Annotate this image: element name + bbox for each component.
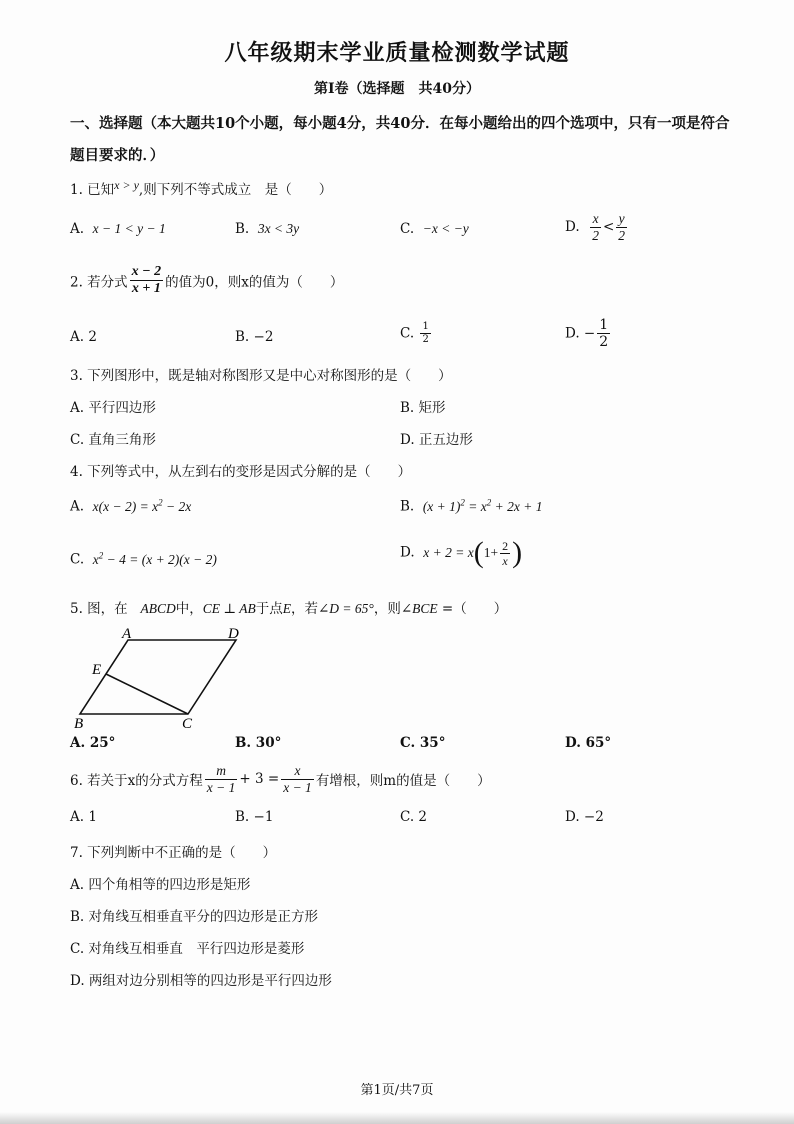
- q1-option-d: [565, 212, 629, 242]
- q5-perp: CE ⊥ AB: [202, 601, 256, 616]
- q7-option-b: B. 对角线互相垂直平分的四边形是正方形: [70, 909, 319, 925]
- left-paren: (: [473, 536, 484, 569]
- q5-text: 于点: [255, 601, 283, 617]
- q6-suffix: 有增根，则m的值是（ ）: [315, 773, 491, 789]
- q6-right-frac: [281, 764, 314, 794]
- q1-option-c-expr: −x < −y: [422, 221, 469, 236]
- q5-option-b: B. 30°: [235, 735, 282, 751]
- frac-numerator: x: [590, 212, 601, 228]
- q5-option-a: A. 25°: [70, 735, 116, 751]
- question-6-stem: [70, 764, 491, 794]
- frac-numerator: 2: [502, 538, 509, 553]
- frac-numerator: 1: [422, 321, 429, 332]
- q4-option-c: [70, 550, 217, 568]
- expr-part: x(x − 2) = x: [92, 498, 159, 514]
- q6-option-d: D. −2: [565, 809, 604, 825]
- q2-option-d: [565, 318, 612, 349]
- q5-text: ，则: [373, 601, 401, 617]
- q2-option-c: [400, 322, 433, 345]
- q1-option-d-op: <: [602, 219, 615, 235]
- parallelogram-figure: [70, 622, 260, 730]
- q1-option-c-label: C.: [400, 221, 415, 237]
- frac-denominator: 2: [592, 227, 599, 243]
- exam-title: 八年级期末学业质量检测数学试题: [224, 40, 570, 66]
- right-paren: ): [512, 536, 523, 569]
- frac-numerator: y: [616, 212, 627, 228]
- q1-option-a: [70, 221, 166, 237]
- frac-denominator: 2: [599, 334, 609, 350]
- q1-option-d-label: D.: [565, 219, 580, 235]
- q3-option-c: C. 直角三角形: [70, 432, 156, 448]
- section-heading: 一、选择题（本大题共10个小题，每小题4分，共40分．在每小题给出的四个选项中，只有一项是符合题目要求的．）: [70, 115, 730, 164]
- frac-numerator: x: [281, 764, 314, 780]
- q1-option-a-label: A.: [70, 221, 85, 237]
- q5-option-d: D. 65°: [565, 735, 612, 751]
- q4-option-d-expr: [423, 536, 523, 569]
- frac-numerator: 1: [599, 317, 609, 333]
- exponent: 2: [460, 497, 465, 507]
- expr-part: (x + 1): [422, 498, 461, 514]
- q4-option-b-expr: [423, 499, 543, 514]
- question-2-stem: [70, 265, 343, 296]
- q5-point: E: [282, 601, 291, 616]
- q6-prefix: 6. 若关于x的分式方程: [70, 773, 203, 789]
- q4-option-c-expr: [93, 552, 217, 567]
- q1-suffix: ,则下列不等式成立 是（ ）: [138, 182, 333, 198]
- q1-option-d-frac-right: [616, 212, 627, 242]
- expr-part: 1+: [483, 545, 499, 560]
- q2-option-b: B. −2: [235, 329, 274, 345]
- expr-part: + 2x + 1: [491, 498, 543, 514]
- question-1-stem: [70, 178, 332, 198]
- question-4-stem: 4. 下列等式中，从左到右的变形是因式分解的是（ ）: [70, 464, 412, 480]
- frac-numerator: m: [205, 764, 238, 780]
- q3-option-a: A. 平行四边形: [70, 400, 156, 416]
- q5-ask: ∠BCE: [400, 601, 438, 616]
- q4-option-d-frac: [500, 540, 510, 567]
- expr-part: − 2x: [162, 498, 192, 514]
- expr-part: = x: [464, 498, 487, 514]
- exponent: 2: [486, 497, 492, 507]
- frac-denominator: x: [502, 553, 508, 568]
- q1-option-b-label: B.: [235, 221, 250, 237]
- parallelogram-abcd: [80, 640, 236, 714]
- frac-denominator: x + 1: [131, 281, 161, 296]
- q1-option-d-frac-left: [590, 212, 601, 242]
- q7-option-d: D. 两组对边分别相等的四边形是平行四边形: [70, 973, 332, 989]
- q2-fraction: [130, 265, 163, 296]
- q4-option-d: [400, 538, 522, 568]
- q6-option-c: C. 2: [400, 809, 428, 825]
- q7-option-a: A. 四个角相等的四边形是矩形: [70, 877, 251, 893]
- frac-denominator: x − 1: [283, 779, 312, 795]
- q5-shape: ABCD: [140, 601, 176, 616]
- q5-prefix: 5. 图，在: [70, 601, 128, 617]
- question-7-stem: 7. 下列判断中不正确的是（ ）: [70, 845, 277, 861]
- q4-option-d-label: D.: [400, 544, 415, 561]
- expr-part: − 4 = (x + 2)(x − 2): [103, 551, 217, 567]
- q5-suffix: =（ ）: [437, 601, 508, 617]
- q7-option-c: C. 对角线互相垂直 平行四边形是菱形: [70, 941, 305, 957]
- vertex-label-a: A: [122, 626, 132, 642]
- frac-denominator: x − 1: [206, 779, 236, 795]
- scan-edge-shadow: [0, 1112, 794, 1124]
- question-5-stem: [70, 597, 507, 617]
- q1-condition: x > y: [114, 178, 139, 192]
- segment-ce: [106, 674, 188, 714]
- expr-part: x + 2 = x: [423, 545, 474, 560]
- exponent: 2: [158, 497, 163, 507]
- expr-part: x: [92, 551, 99, 567]
- page-footer: 第1页/共7页: [360, 1083, 434, 1098]
- q6-option-b: B. −1: [235, 809, 274, 825]
- frac-denominator: 2: [618, 227, 626, 243]
- vertex-label-c: C: [182, 716, 193, 730]
- q1-option-b-expr: 3x < 3y: [257, 221, 300, 236]
- q1-option-c: [400, 221, 469, 237]
- q1-prefix: 1. 已知: [70, 182, 115, 198]
- q4-option-b: [400, 497, 542, 515]
- q3-option-b: B. 矩形: [400, 400, 446, 416]
- q5-text: ，若: [291, 601, 318, 617]
- vertex-label-e: E: [92, 662, 102, 678]
- q5-text: 中，: [175, 601, 203, 617]
- q3-option-d: D. 正五边形: [400, 432, 473, 448]
- q1-option-b: [235, 221, 299, 237]
- q4-option-b-label: B.: [400, 498, 415, 515]
- q2-option-d-frac: [597, 318, 610, 349]
- q2-suffix: 的值为0，则x的值为（ ）: [165, 274, 344, 291]
- q5-angle: ∠D = 65°: [318, 601, 374, 616]
- exponent: 2: [98, 550, 104, 560]
- vertex-label-d: D: [228, 626, 239, 642]
- frac-numerator: x − 2: [131, 264, 162, 279]
- frac-denominator: 2: [422, 334, 429, 345]
- q1-option-a-expr: x − 1 < y − 1: [92, 221, 166, 236]
- q4-option-a-label: A.: [70, 498, 85, 515]
- q6-left-frac: [205, 764, 238, 794]
- part-subtitle: 第I卷（选择题 共40分）: [313, 81, 481, 97]
- q2-prefix: 2. 若分式: [70, 274, 128, 291]
- q2-option-a: A. 2: [70, 329, 97, 345]
- q4-option-a-expr: [93, 499, 192, 514]
- q4-option-c-label: C.: [70, 551, 85, 568]
- q2-option-c-frac: [420, 322, 430, 345]
- q2-option-c-label: C.: [400, 325, 415, 342]
- q6-mid: + 3 =: [239, 771, 280, 787]
- question-3-stem: 3. 下列图形中，既是轴对称图形又是中心对称图形的是（ ）: [70, 368, 452, 384]
- q5-option-c: C. 35°: [400, 735, 446, 751]
- q6-option-a: A. 1: [70, 809, 97, 825]
- q4-option-a: [70, 497, 191, 515]
- q2-option-d-label: D. −: [565, 325, 596, 342]
- vertex-label-b: B: [74, 716, 84, 730]
